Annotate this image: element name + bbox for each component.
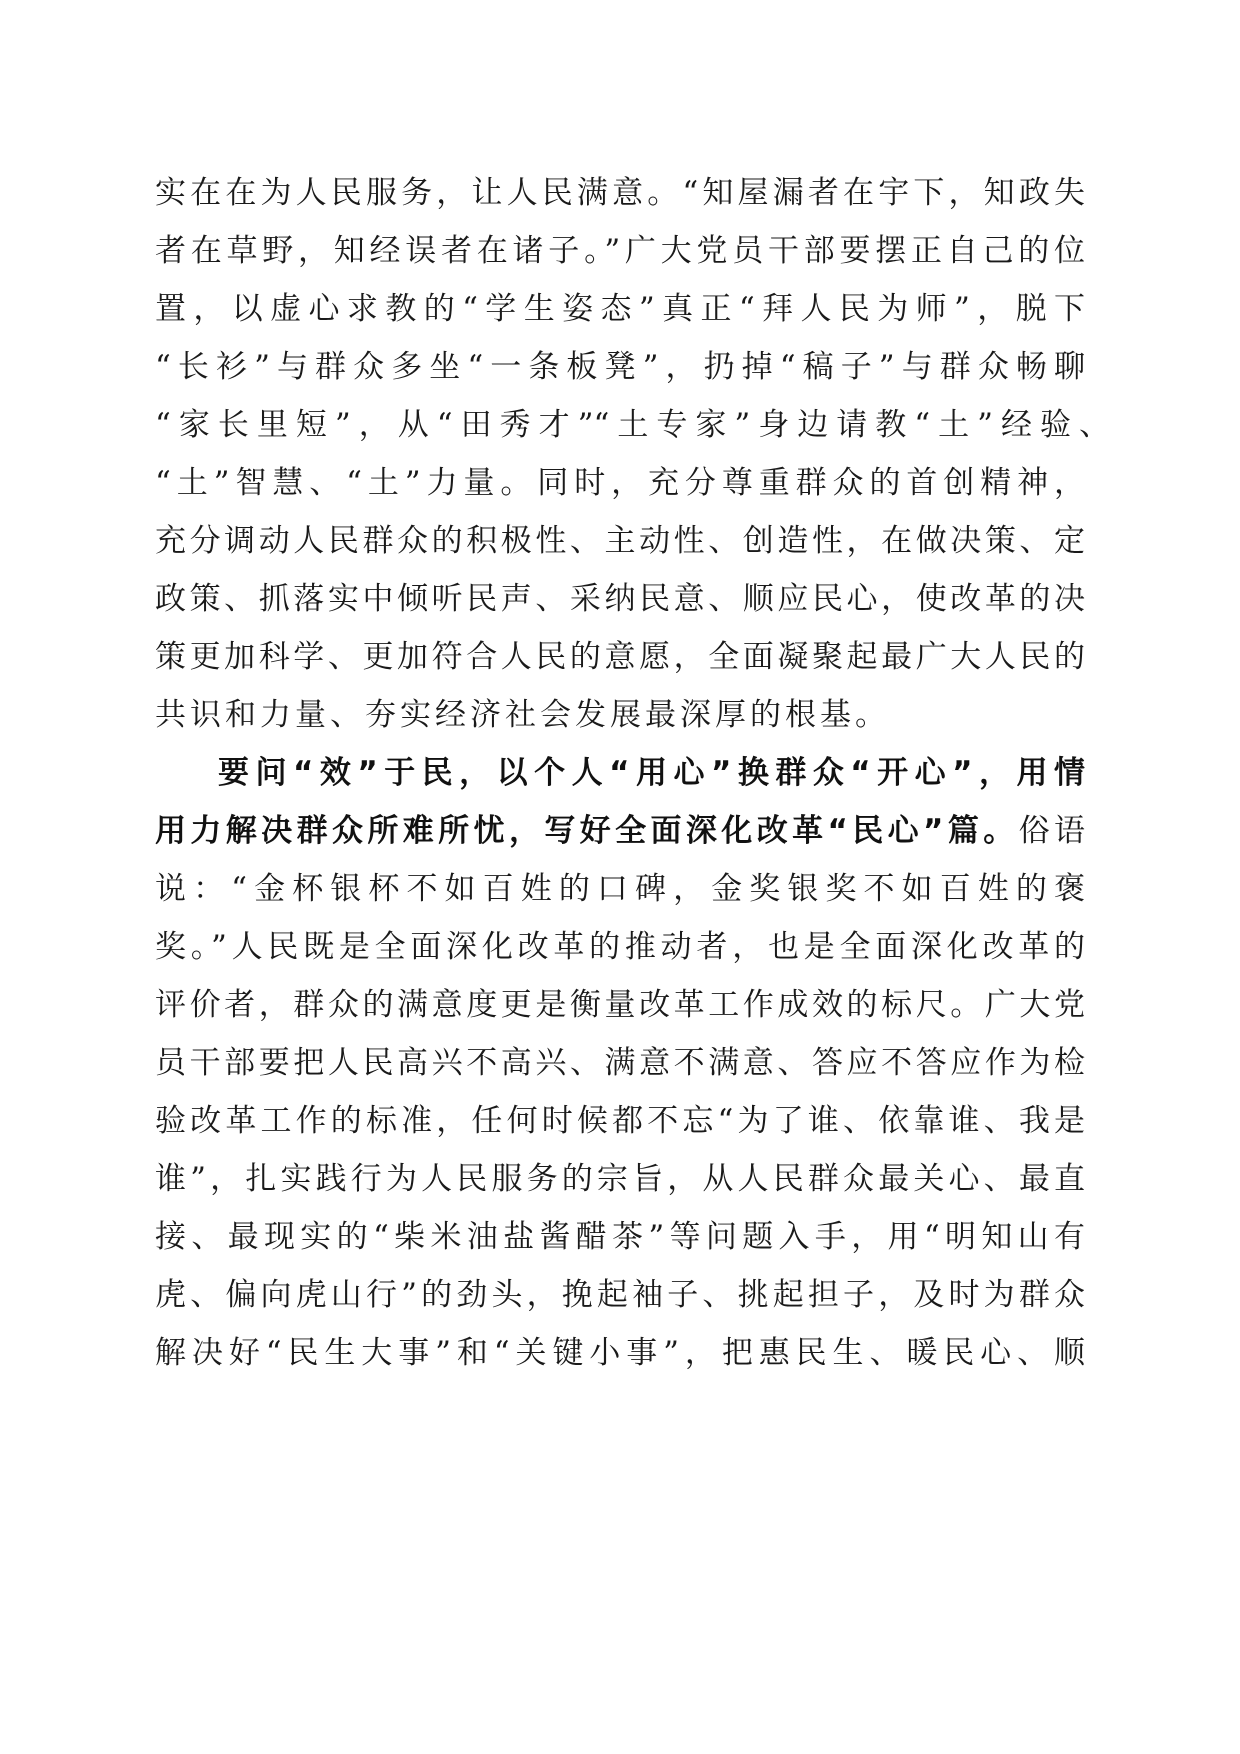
- text-line: 政策、抓落实中倾听民声、采纳民意、顺应民心，使改革的决: [155, 581, 1085, 617]
- text-line: 员干部要把人民高兴不高兴、满意不满意、答应不答应作为检: [155, 1045, 1085, 1081]
- text-line: 谁”，扎实践行为人民服务的宗旨，从人民群众最关心、最直: [155, 1161, 1085, 1197]
- text-line: 接、最现实的“柴米油盐酱醋茶”等问题入手，用“明知山有: [155, 1219, 1085, 1255]
- text-line: 置，以虚心求教的“学生姿态”真正“拜人民为师”，脱下: [155, 291, 1085, 327]
- text-line: 实在在为人民服务，让人民满意。“知屋漏者在宇下，知政失: [155, 175, 1085, 211]
- text-line: “家长里短”，从“田秀才”“土专家”身边请教“土”经验、: [155, 407, 1110, 443]
- text-line: “长衫”与群众多坐“一条板凳”，扔掉“稿子”与群众畅聊: [155, 349, 1085, 385]
- text-line: 虎、偏向虎山行”的劲头，挽起袖子、挑起担子，及时为群众: [155, 1277, 1085, 1313]
- text-line: 说：“金杯银杯不如百姓的口碑，金奖银奖不如百姓的褒: [155, 871, 1085, 907]
- text-line: 共识和力量、夯实经济社会发展最深厚的根基。: [155, 697, 890, 733]
- section-heading-line: 用力解决群众所难所忧，写好全面深化改革“民心”篇。: [155, 813, 1019, 849]
- text-line: 解决好“民生大事”和“关键小事”，把惠民生、暖民心、顺: [155, 1335, 1085, 1371]
- text-line: 者在草野，知经误者在诸子。”广大党员干部要摆正自己的位: [155, 233, 1085, 269]
- section-heading-line: 要问“效”于民，以个人“用心”换群众“开心”，用情: [218, 755, 1085, 791]
- text-line: 评价者，群众的满意度更是衡量改革工作成效的标尺。广大党: [155, 987, 1085, 1023]
- text-line: 充分调动人民群众的积极性、主动性、创造性，在做决策、定: [155, 523, 1085, 559]
- text-fragment: 俗语: [1018, 813, 1086, 849]
- text-line: “土”智慧、“土”力量。同时，充分尊重群众的首创精神，: [155, 465, 1085, 501]
- text-line: 验改革工作的标准，任何时候都不忘“为了谁、依靠谁、我是: [155, 1103, 1085, 1139]
- text-line: 策更加科学、更加符合人民的意愿，全面凝聚起最广大人民的: [155, 639, 1085, 675]
- text-line: 奖。”人民既是全面深化改革的推动者，也是全面深化改革的: [155, 929, 1085, 965]
- text-line: [155, 811, 1085, 851]
